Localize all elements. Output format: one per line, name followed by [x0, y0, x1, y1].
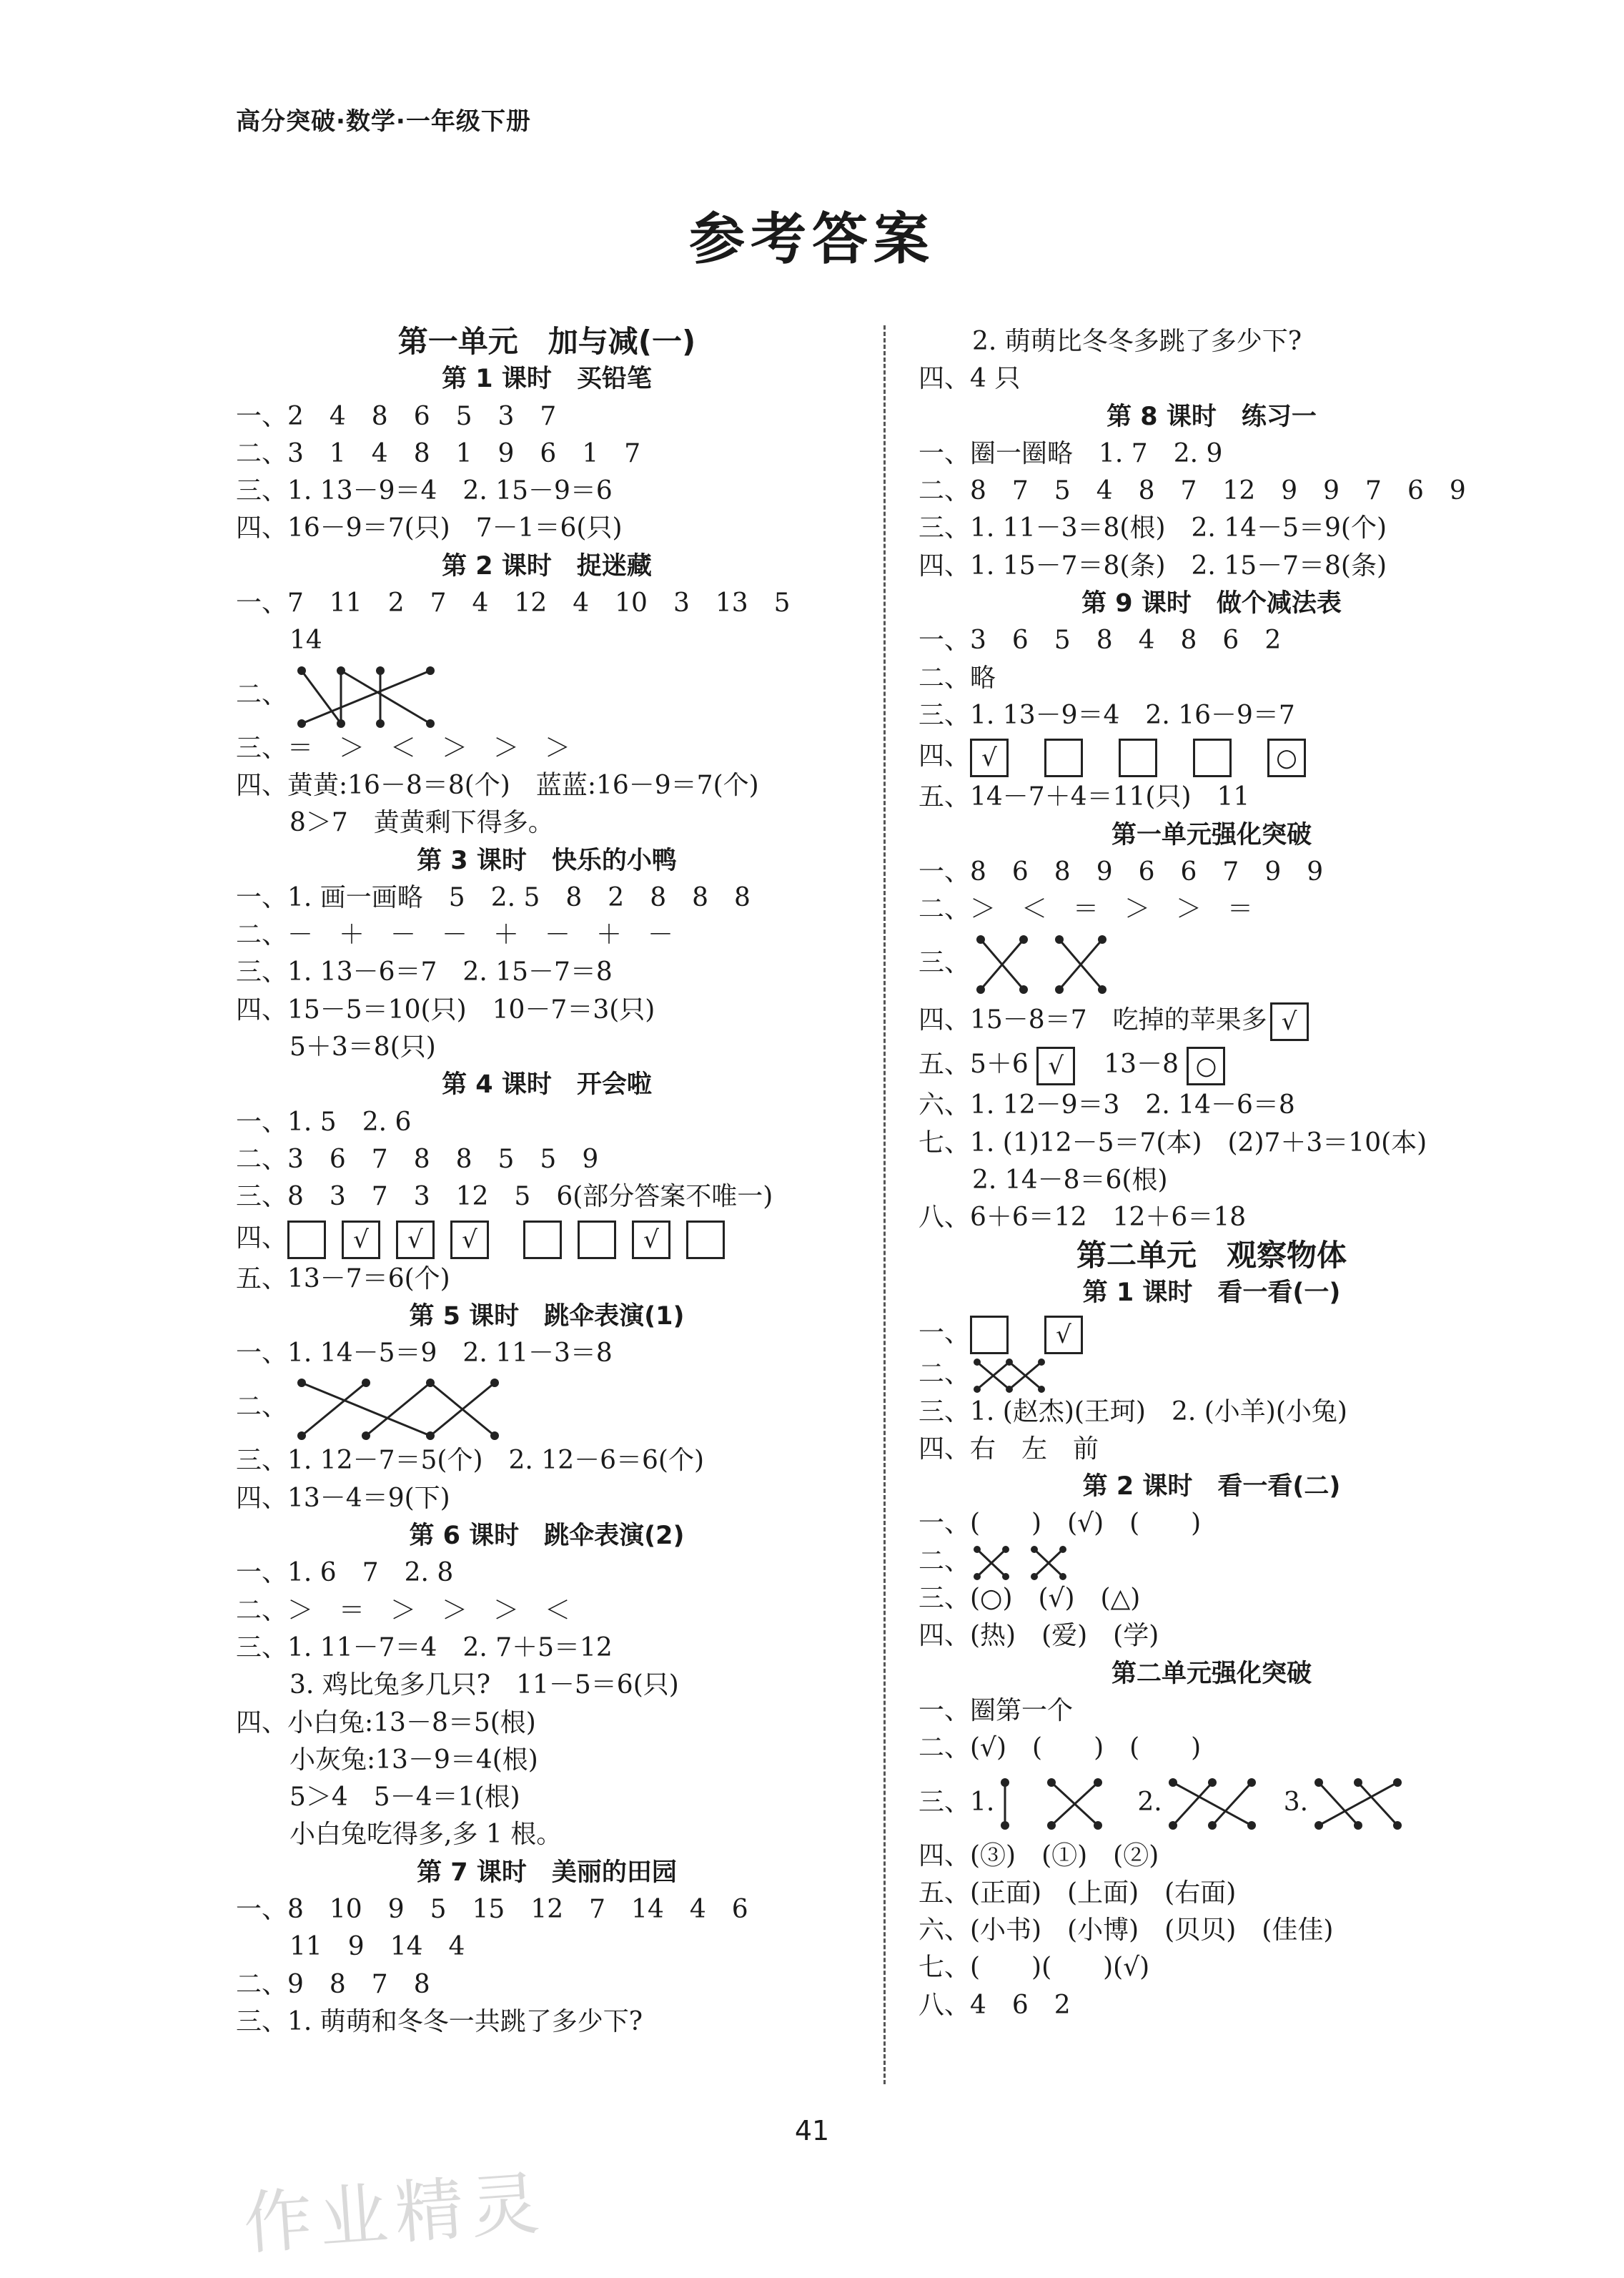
answer-line: 一、8 6 8 9 6 6 7 9 9: [919, 857, 1324, 887]
unit2-title: 第二单元 观察物体: [1076, 1237, 1347, 1273]
answer-line: 四、16－9＝7(只) 7－1＝6(只): [236, 513, 623, 543]
answer-line: 3. 鸡比兔多几只? 11－5＝6(只): [289, 1670, 679, 1700]
lesson8-title: 第 8 课时 练习一: [1106, 402, 1317, 431]
answer-box: √: [396, 1221, 435, 1259]
answer-line: 5＋3＝8(只): [289, 1032, 436, 1062]
answer-line: 2. 萌萌比冬冬多跳了多少下?: [972, 327, 1302, 356]
lesson3-title: 第 3 课时 快乐的小鸭: [417, 846, 677, 875]
matching-lines-diagram: [1162, 1775, 1262, 1833]
answer-line: 六、1. 12－9＝3 2. 14－6＝8: [919, 1090, 1295, 1120]
answer-line: 二、＞ ＜ ＝ ＞ ＞ ＝: [919, 894, 1254, 924]
answer-line: 八、6＋6＝12 12＋6＝18: [919, 1203, 1247, 1233]
answer-line: 一、圈一圈略 1. 7 2. 9: [919, 438, 1223, 468]
answer-line: 三、1. (赵杰)(王珂) 2. (小羊)(小兔): [919, 1396, 1347, 1426]
matching-line: [919, 928, 1505, 998]
matching-lines-diagram: [970, 1545, 1070, 1581]
answer-line: 一、2 4 8 6 5 3 7: [236, 401, 557, 431]
unit2-lesson1-title: 第 1 课时 看一看(一): [1082, 1278, 1341, 1307]
answer-line: 二、8 7 5 4 8 7 12 9 9 7 6 9: [919, 476, 1466, 506]
answer-line: 8＞7 黄黄剩下得多。: [289, 808, 554, 838]
answer-line: 三、1. 11－7＝4 2. 7＋5＝12: [236, 1632, 613, 1662]
answer-line: 四、黄黄:16－8＝8(个) 蓝蓝:16－9＝7(个): [236, 770, 759, 800]
answer-line: 四、15－5＝10(只) 10－7＝3(只): [236, 995, 655, 1025]
answer-line: 四、13－4＝9(下): [236, 1483, 450, 1513]
matching-lines-diagram: [1308, 1775, 1408, 1833]
answer-line: 三、(○) (√) (△): [919, 1584, 1141, 1614]
matching-lines-diagram: [970, 932, 1113, 997]
answer-box: [686, 1221, 725, 1259]
matching-lines-diagram: [994, 1775, 1109, 1833]
answer-box: √: [450, 1221, 489, 1259]
matching-line: [919, 1543, 1505, 1580]
answer-line: 11 9 14 4: [289, 1932, 465, 1962]
answer-line: 三、＝ ＞ ＜ ＞ ＞ ＞: [236, 733, 571, 763]
answer-line: 四、小白兔:13－8＝5(根): [236, 1707, 536, 1737]
answer-line: 小灰兔:13－9＝4(根): [289, 1745, 538, 1775]
answer-line: 三、1. 13－9＝4 2. 16－9＝7: [919, 700, 1295, 730]
answer-box: √: [342, 1221, 380, 1259]
answer-line: 三、1. 萌萌和冬冬一共跳了多少下?: [236, 2006, 643, 2036]
answer-line: 二、3 1 4 8 1 9 6 1 7: [236, 438, 641, 468]
matching-lines-diagram: [287, 1374, 516, 1443]
answer-box: [1044, 739, 1083, 777]
answer-label: 3.: [1283, 1787, 1309, 1817]
lesson1-title: 第 1 课时 买铅笔: [442, 365, 652, 394]
answer-line: 一、( ) (√) ( ): [919, 1509, 1202, 1539]
lesson2-title: 第 2 课时 捉迷藏: [442, 551, 652, 581]
answer-line: 二、－ ＋ － － ＋ － ＋ －: [236, 920, 674, 950]
answer-line: 一、1. 5 2. 6: [236, 1107, 412, 1137]
lesson5-title: 第 5 课时 跳伞表演(1): [409, 1301, 685, 1331]
answer-box: √: [1270, 1002, 1309, 1041]
answer-line: 一、7 11 2 7 4 12 4 10 3 13 5: [236, 588, 791, 618]
answer-line: 三、1. 12－7＝5(个) 2. 12－6＝6(个): [236, 1446, 704, 1476]
unit1-review-title: 第一单元强化突破: [1111, 820, 1312, 849]
unit1-title: 第一单元 加与减(一): [397, 324, 696, 359]
answer-line: 四、右 左 前: [919, 1434, 1099, 1464]
answer-line: 二、略: [919, 663, 996, 693]
answer-line: 三、1. 11－3＝8(根) 2. 14－5＝9(个): [919, 513, 1387, 543]
checkbox-line: [919, 1311, 1505, 1356]
answer-text: 五、5＋6: [919, 1050, 1029, 1080]
answer-box: [287, 1221, 326, 1259]
watermark-logo: 作业精灵: [241, 2163, 549, 2264]
answer-line: 五、13－7＝6(个): [236, 1263, 450, 1293]
answer-line: 五、14－7＋4＝11(只) 11: [919, 782, 1250, 812]
answer-box: ○: [1267, 739, 1306, 777]
answer-box: [1119, 739, 1157, 777]
answer-line: 四、1. 15－7＝8(条) 2. 15－7＝8(条): [919, 551, 1387, 581]
answer-line: 七、( )( )(√): [919, 1953, 1150, 1983]
lesson6-title: 第 6 课时 跳伞表演(2): [409, 1522, 685, 1551]
matching-line: [919, 1767, 1505, 1838]
matching-line: [236, 660, 858, 730]
matching-line: [919, 1356, 1505, 1393]
answer-line: 二、(√) ( ) ( ): [919, 1733, 1202, 1763]
lesson4-title: 第 4 课时 开会啦: [442, 1070, 652, 1100]
answer-box: √: [1036, 1047, 1075, 1085]
answer-line: 一、3 6 5 8 4 8 6 2: [919, 626, 1282, 656]
matching-line: [236, 1372, 858, 1442]
answer-line: 三、8 3 7 3 12 5 6(部分答案不唯一): [236, 1182, 773, 1212]
answer-box: √: [970, 739, 1009, 777]
answer-line: 四、(③) (①) (②): [919, 1840, 1159, 1870]
answer-line: 八、4 6 2: [919, 1990, 1071, 2020]
answer-label: 三、: [919, 948, 971, 978]
unit2-review-title: 第二单元强化突破: [1111, 1659, 1312, 1688]
answer-line: 5＞4 5－4＝1(根): [289, 1783, 520, 1813]
answer-line: 小白兔吃得多,多 1 根。: [289, 1820, 563, 1850]
answer-text: 13－8: [1104, 1050, 1179, 1080]
answer-line: 五、(正面) (上面) (右面): [919, 1878, 1237, 1908]
answer-line: 一、1. 画一画略 5 2. 5 8 2 8 8 8: [236, 882, 751, 912]
lesson9-title: 第 9 课时 做个减法表: [1081, 589, 1342, 618]
answer-label: 四、: [919, 741, 971, 771]
answer-label: 一、: [919, 1318, 971, 1348]
answer-line: 三、1. 13－6＝7 2. 15－7＝8: [236, 957, 613, 987]
answer-label: 二、: [236, 679, 288, 709]
answer-label: 二、: [919, 1546, 971, 1576]
page-title: 参考答案: [688, 207, 935, 272]
answer-line: 一、1. 6 7 2. 8: [236, 1558, 454, 1588]
answer-line: 四、4 只: [919, 364, 1021, 394]
answer-line: 2. 14－8＝6(根): [972, 1165, 1168, 1195]
column-divider: [883, 325, 886, 2084]
answer-line: 七、1. (1)12－5＝7(本) (2)7＋3＝10(本): [919, 1128, 1427, 1158]
checkbox-line: [919, 734, 1505, 779]
answer-line: 二、9 8 7 8: [236, 1969, 430, 1999]
answer-line: 四、(热) (爱) (学): [919, 1621, 1159, 1651]
answer-box: √: [1044, 1316, 1083, 1354]
answer-box: ○: [1187, 1047, 1225, 1085]
answer-line: [919, 998, 1505, 1042]
matching-lines-diagram: [287, 662, 452, 731]
left-column: [236, 323, 858, 2041]
answer-line: 一、8 10 9 5 15 12 7 14 4 6: [236, 1894, 748, 1924]
answer-label: 2.: [1137, 1787, 1162, 1817]
answer-box: √: [632, 1221, 670, 1259]
answer-line: 一、圈第一个: [919, 1695, 1074, 1725]
matching-lines-diagram: [970, 1358, 1049, 1394]
answer-label: 四、: [236, 1223, 288, 1253]
answer-label: 二、: [919, 1359, 971, 1389]
answer-line: [919, 1042, 1505, 1087]
answer-box: [1193, 739, 1232, 777]
answer-box: [970, 1316, 1009, 1354]
answer-box: [523, 1221, 562, 1259]
answer-label: 三、1.: [919, 1787, 995, 1817]
answer-box: [578, 1221, 616, 1259]
unit2-lesson2-title: 第 2 课时 看一看(二): [1082, 1472, 1341, 1502]
answer-line: 六、(小书) (小博) (贝贝) (佳佳): [919, 1915, 1334, 1946]
answer-text: 四、15－8＝7 吃掉的苹果多: [919, 1005, 1267, 1035]
answer-line: 二、3 6 7 8 8 5 5 9: [236, 1144, 599, 1174]
answer-line: 14: [289, 626, 322, 656]
running-header: 高分突破·数学·一年级下册: [236, 107, 531, 136]
answer-line: 一、1. 14－5＝9 2. 11－3＝8: [236, 1338, 613, 1369]
answer-line: 三、1. 13－9＝4 2. 15－9＝6: [236, 476, 613, 506]
page-number: 41: [794, 2115, 830, 2146]
lesson7-title: 第 7 课时 美丽的田园: [417, 1858, 677, 1887]
answer-label: 二、: [236, 1392, 288, 1422]
right-column: [919, 323, 1505, 2024]
checkbox-line: [236, 1216, 858, 1261]
answer-line: 二、＞ ＝ ＞ ＞ ＞ ＜: [236, 1595, 571, 1625]
